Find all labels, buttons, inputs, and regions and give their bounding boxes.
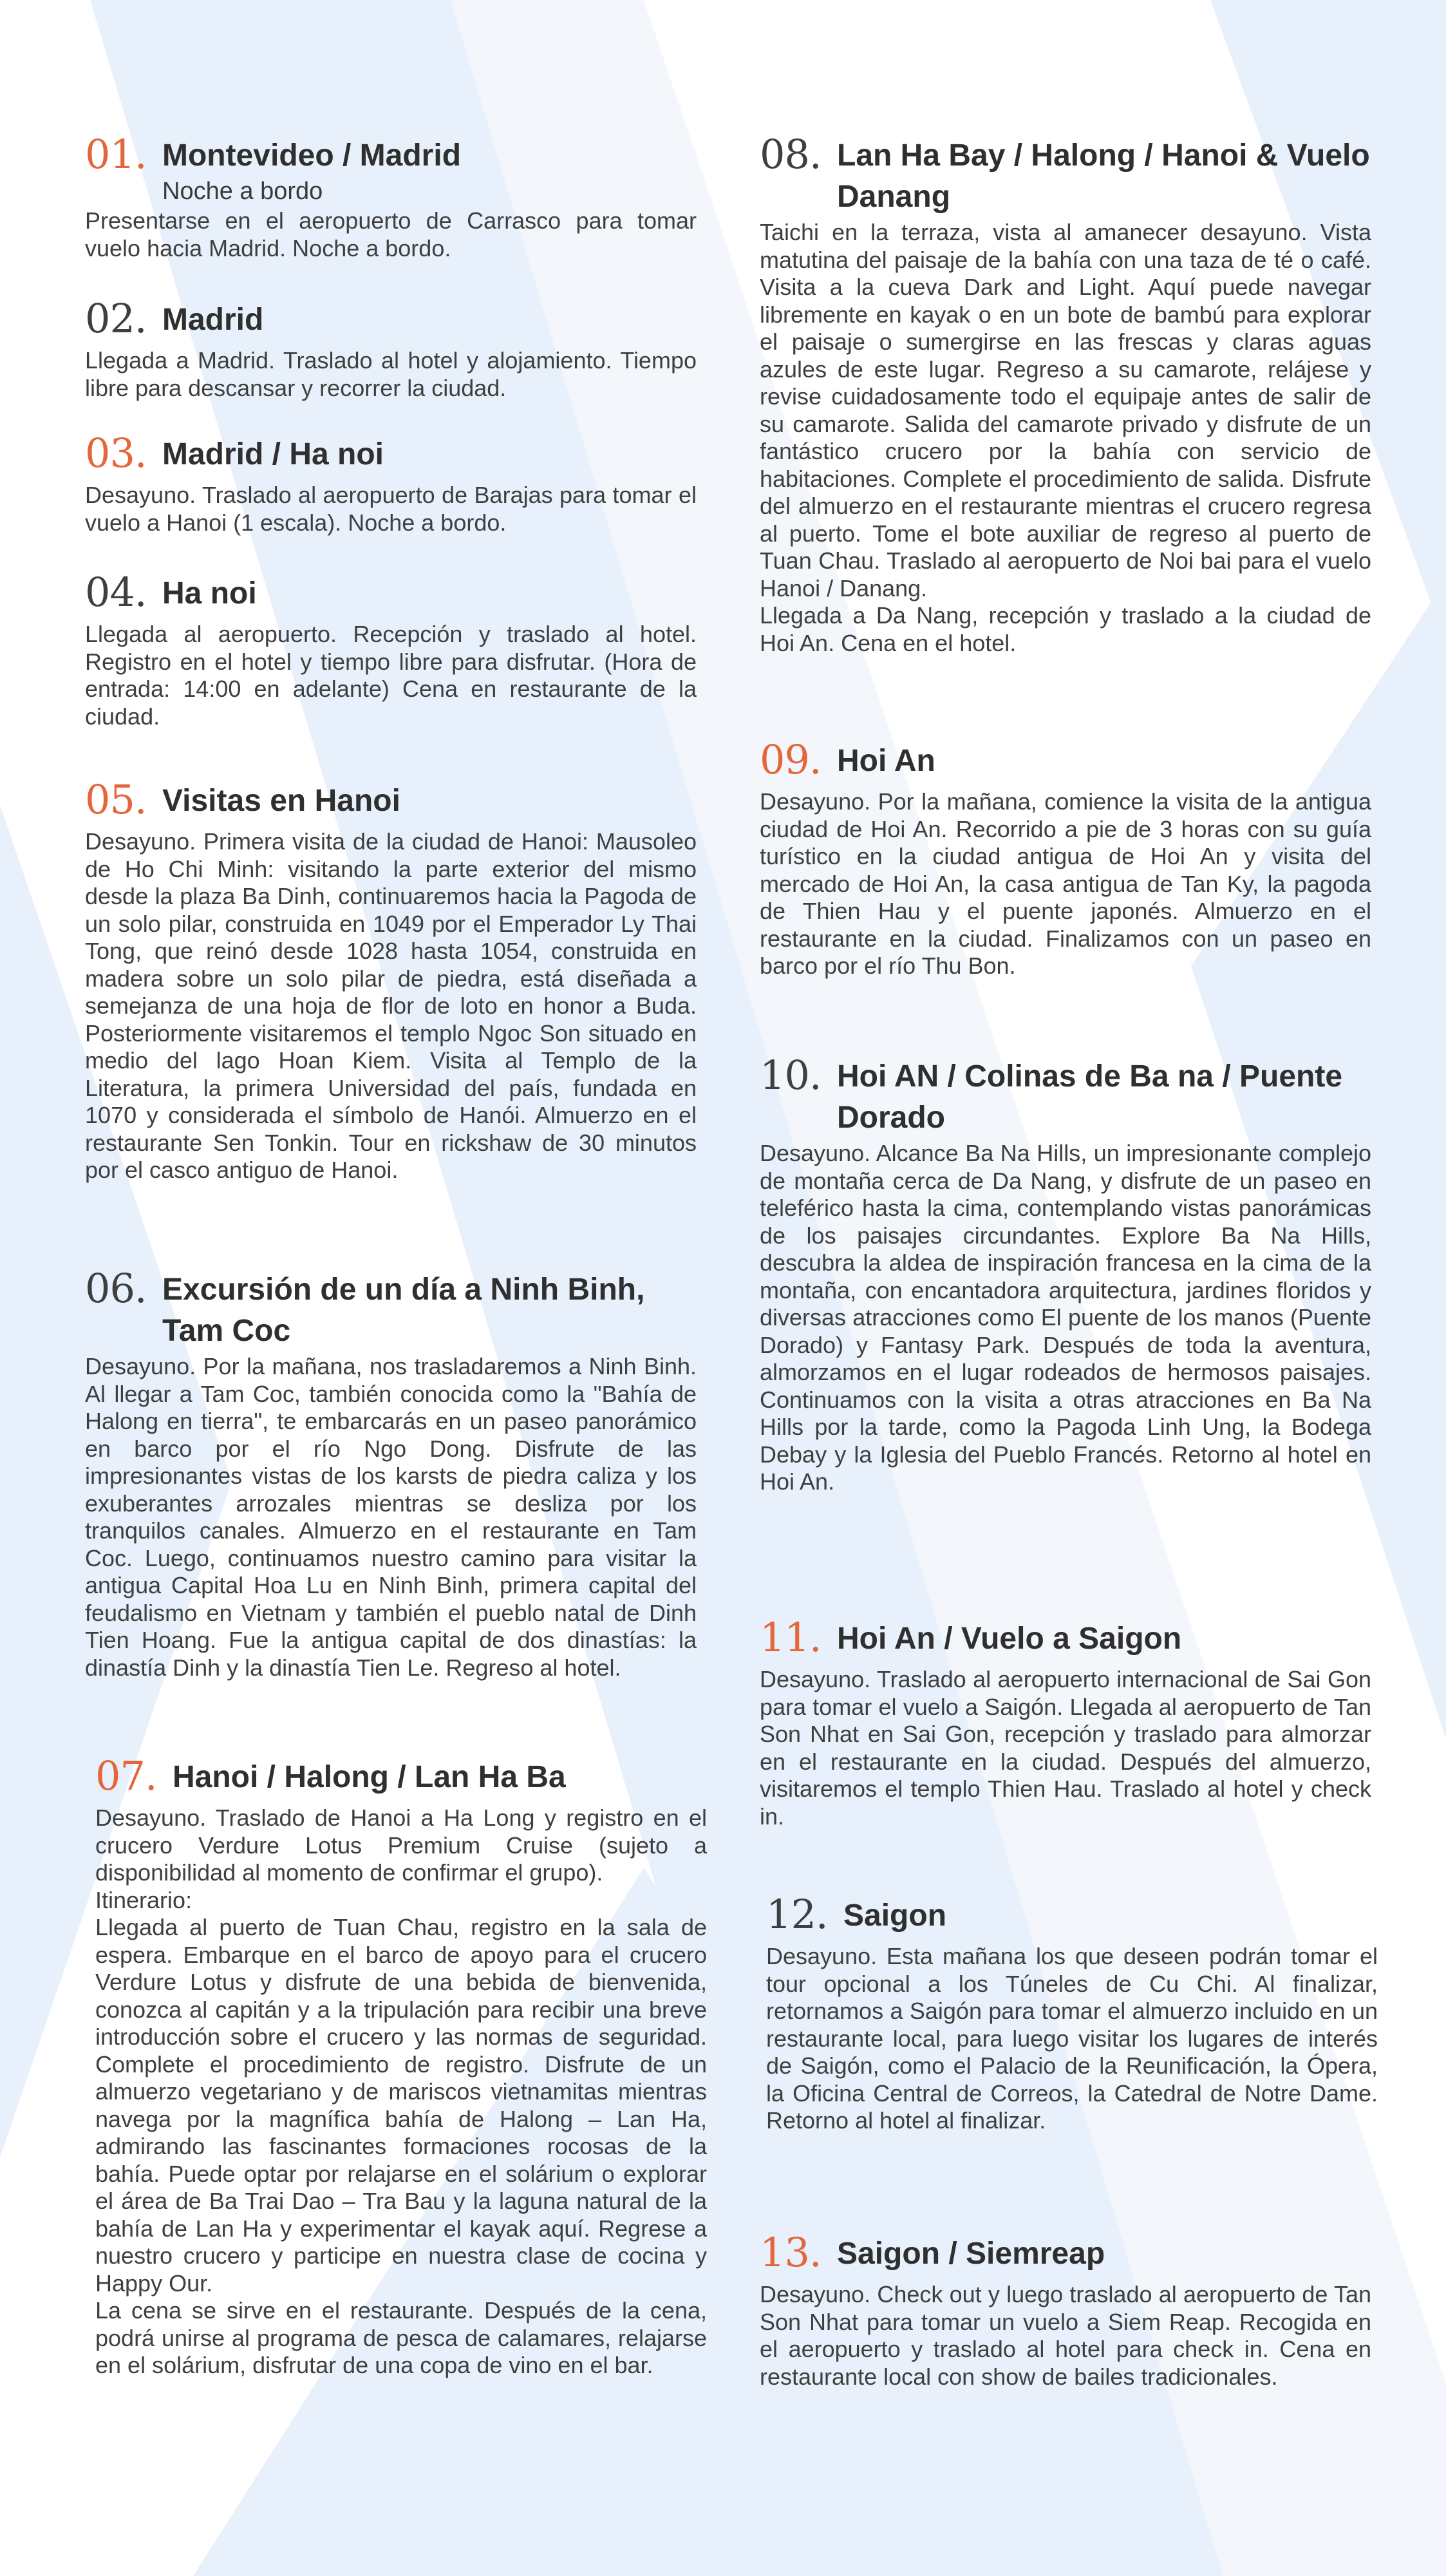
day-title: Montevideo / Madrid (162, 138, 462, 173)
day-number: 11. (760, 1614, 822, 1661)
day-number: 05. (85, 776, 147, 823)
day-11 (760, 1613, 1371, 1830)
day-paragraph: Desayuno. Esta mañana los que deseen podrán tomar el tour opcional a los Túneles de Cu Chi. Al finalizar, retornamos a Saigón para tomar el almuerzo incluido en un restaurante local, para luego visitar los lugares de interés de Saigón, como el Palacio de la Reunificación, la Ópera, la Oficina Central de Correos, la Catedral de Notre Dame. Retorno al hotel al finalizar. (766, 1943, 1378, 2134)
day-paragraph: Desayuno. Por la mañana, comience la visita de la antigua ciudad de Hoi An. Recorrido a pie de 3 horas con su guía turístico en la ciudad antigua de Hoi An y visita del mercado de Hoi An, la casa antigua de Tan Ky, la pagoda de Thien Hau y el puente japonés. Almuerzo en el restaurante en la ciudad. Finalizamos con un paseo en barco por el río Thu Bon. (760, 788, 1371, 979)
day-paragraph: Llegada al puerto de Tuan Chau, registro en la sala de espera. Embarque en el barco de apoyo para el crucero Verdure Lotus y disfrute de una bebida de bienvenida, conozca al capitán y a la tripulación para recibir una breve introducción sobre el crucero y las normas de seguridad. Complete el procedimiento de registro. Disfrute de un almuerzo vegetariano y de mariscos vietnamitas mientras navega por la magnífica bahía de Halong – Lan Ha, admirando las fascinantes formaciones rocosas de la bahía. Puede optar por relajarse en el solárium o explorar el área de Ba Trai Dao – Tra Bau y la laguna natural de la bahía de Lan Ha y experimentar el kayak aquí. Regrese a nuestro crucero y participe en nuestra clase de cocina y Happy Our. (95, 1914, 707, 2297)
day-paragraph: Desayuno. Check out y luego traslado al aeropuerto de Tan Son Nhat para tomar un vuelo a Siem Reap. Recogida en el aeropuerto y traslado al hotel para check in. Cena en restaurante local con show de bailes tradicionales. (760, 2281, 1371, 2390)
day-number: 10. (760, 1052, 822, 1099)
day-description (85, 828, 697, 1184)
day-08 (760, 130, 1371, 657)
day-title: Madrid (162, 303, 264, 337)
day-title: Visitas en Hanoi (162, 784, 400, 818)
day-description (95, 1804, 707, 2380)
day-number: 04. (85, 569, 147, 616)
day-09 (760, 735, 1371, 980)
day-06 (85, 1264, 697, 1681)
day-07 (95, 1752, 707, 2380)
day-title: Hoi An (837, 744, 935, 778)
day-description (760, 788, 1371, 980)
day-paragraph: Desayuno. Traslado al aeropuerto de Barajas para tomar el vuelo a Hanoi (1 escala). Noche a bordo. (85, 482, 697, 536)
day-paragraph: La cena se sirve en el restaurante. Después de la cena, podrá unirse al programa de pesca de calamares, relajarse en el solárium, disfrutar de una copa de vino en el bar. (95, 2297, 707, 2378)
day-01 (85, 130, 697, 262)
day-paragraph: Llegada a Madrid. Traslado al hotel y alojamiento. Tiempo libre para descansar y recorrer la ciudad. (85, 347, 697, 401)
day-05 (85, 775, 697, 1184)
day-paragraph: Llegada a Da Nang, recepción y traslado a la ciudad de Hoi An. Cena en el hotel. (760, 602, 1371, 656)
day-title: Madrid / Ha noi (162, 437, 384, 471)
day-description (85, 207, 697, 262)
day-04 (85, 568, 697, 730)
day-description (760, 2281, 1371, 2391)
day-title: Ha noi (162, 576, 257, 611)
day-paragraph: Desayuno. Alcance Ba Na Hills, un impresionante complejo de montaña cerca de Da Nang, y disfrute de un paseo en teleférico hasta la cima, contemplando vistas panorámicas de los paisajes circundantes. Explore Ba Na Hills, descubra la aldea de inspiración francesa en la cima de la montaña, con encantadora arquitectura, jardines floridos y diversas atracciones como El puente de los manos (Puente Dorado) y Fantasy Park. Después de toda la aventura, almorzamos en el lugar rodeados de hermosos paisajes. Continuamos con la visita a otras atracciones en Ba Na Hills por la tarde, como la Pagoda Linh Ung, la Bodega Debay y la Iglesia del Pueblo Francés. Retorno al hotel en Hoi An. (760, 1140, 1371, 1495)
day-description (760, 1140, 1371, 1496)
day-number: 13. (760, 2229, 822, 2276)
day-paragraph: Desayuno. Traslado de Hanoi a Ha Long y registro en el crucero Verdure Lotus Premium Cruise (sujeto a disponibilidad al momento de confirmar el grupo). (95, 1804, 707, 1886)
day-title: Saigon / Siemreap (837, 2237, 1105, 2271)
day-paragraph: Itinerario: (95, 1886, 192, 1913)
day-paragraph: Presentarse en el aeropuerto de Carrasco para tomar vuelo hacia Madrid. Noche a bordo. (85, 207, 697, 261)
day-title: Saigon (843, 1899, 947, 1933)
day-description (766, 1943, 1378, 2135)
day-description (760, 219, 1371, 657)
day-title: Excursión de un día a Ninh Binh, Tam Coc (162, 1273, 645, 1348)
day-paragraph: Taichi en la terraza, vista al amanecer desayuno. Vista matutina del paisaje de la bahía con una taza de té o café. Visita a la cueva Dark and Light. Aquí puede navegar libremente en kayak o en un bote de bambú para explorar el paisaje o sumergirse en las frescas y claras aguas azules de este lugar. Regreso a su camarote, relájese y revise cuidadosamente todo el equipaje antes de salir de su camarote. Salida del camarote privado y disfrute de un fantástico crucero por la bahía con servicio de habitaciones. Complete el procedimiento de salida. Disfrute del almuerzo en el restaurante mientras el crucero regresa al puerto. Tome el bote auxiliar de regreso al puerto de Tuan Chau. Traslado al aeropuerto de Noi bai para el vuelo Hanoi / Danang. (760, 219, 1371, 601)
day-title: Hoi AN / Colinas de Ba na / Puente Dorado (837, 1059, 1343, 1135)
day-paragraph: Llegada al aeropuerto. Recepción y traslado al hotel. Registro en el hotel y tiempo libre para disfrutar. (Hora de entrada: 14:00 en adelante) Cena en restaurante de la ciudad. (85, 621, 697, 730)
day-number: 06. (85, 1265, 147, 1312)
day-number: 01. (85, 131, 147, 178)
day-number: 09. (760, 736, 822, 783)
day-paragraph: Desayuno. Primera visita de la ciudad de Hanoi: Mausoleo de Ho Chi Minh: visitando la parte exterior del mismo desde la plaza Ba Dinh, continuaremos hacia la Pagoda de un solo pilar, construida en 1049 por el Emperador Ly Thai Tong, que reinó desde 1028 hasta 1054, construida en madera sobre un solo pilar de piedra, está diseñada a semejanza de una hoja de flor de loto en honor a Buda. Posteriormente visitaremos el templo Ngoc Son situado en medio del lago Hoan Kiem. Visita al Templo de la Literatura, la primera Universidad del país, fundada en 1070 y considerada el símbolo de Hanói. Almuerzo en el restaurante Sen Tonkin. Tour en rickshaw de 30 minutos por el casco antiguo de Hanoi. (85, 828, 697, 1183)
day-13 (760, 2228, 1371, 2391)
day-description (760, 1666, 1371, 1830)
day-description (85, 347, 697, 402)
day-number: 03. (85, 430, 147, 477)
day-03 (85, 429, 697, 536)
day-number: 02. (85, 295, 147, 342)
day-02 (85, 294, 697, 402)
day-paragraph: Desayuno. Traslado al aeropuerto internacional de Sai Gon para tomar el vuelo a Saigón. Llegada al aeropuerto de Tan Son Nhat en Sai Gon, recepción y traslado para almorzar en el restaurante en la ciudad. Después del almuerzo, visitaremos el templo Thien Hau. Traslado al hotel y check in. (760, 1666, 1371, 1830)
day-10 (760, 1051, 1371, 1496)
day-number: 08. (760, 131, 822, 178)
day-description (85, 482, 697, 536)
day-subtitle: Noche a bordo (162, 178, 323, 205)
day-title: Lan Ha Bay / Halong / Hanoi & Vuelo Danang (837, 138, 1370, 214)
day-description (85, 621, 697, 730)
day-12 (766, 1890, 1378, 2135)
day-title: Hanoi / Halong / Lan Ha Ba (173, 1760, 566, 1794)
day-number: 12. (766, 1891, 828, 1938)
day-description (85, 1353, 697, 1681)
day-title: Hoi An / Vuelo a Saigon (837, 1622, 1182, 1656)
day-number: 07. (95, 1752, 157, 1799)
day-paragraph: Desayuno. Por la mañana, nos trasladaremos a Ninh Binh. Al llegar a Tam Coc, también conocida como la "Bahía de Halong en tierra", te embarcarás en un paseo panorámico en barco por el río Ngo Dong. Disfrute de las impresionantes vistas de los karsts de piedra caliza y los exuberantes arrozales mientras se desliza por los tranquilos canales. Almuerzo en el restaurante en Tam Coc. Luego, continuamos nuestro camino para visitar la antigua Capital Hoa Lu en Ninh Binh, primera capital del feudalismo en Vietnam y también el pueblo natal de Dinh Tien Hoang. Fue la antigua capital de dos dinastías: la dinastía Dinh y la dinastía Tien Le. Regreso al hotel. (85, 1353, 697, 1681)
